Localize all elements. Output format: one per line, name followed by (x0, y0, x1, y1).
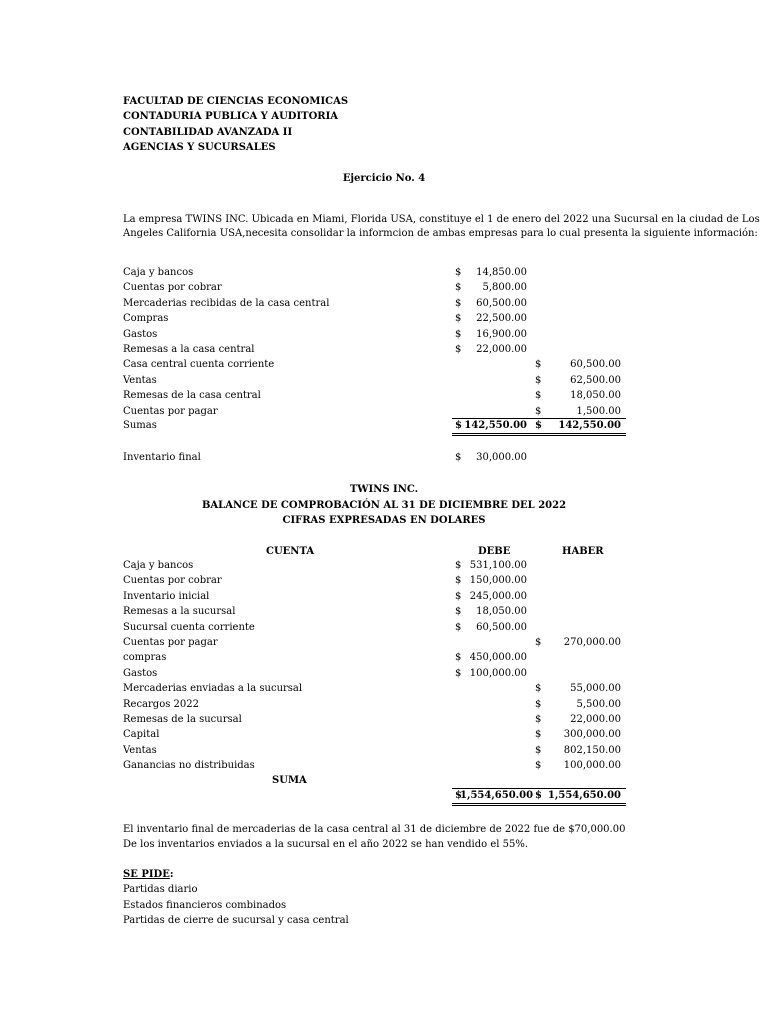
haber-currency-sign: $ (535, 698, 542, 710)
debe-currency-sign: $ (455, 313, 462, 325)
debe-amount: 450,000.00 (469, 652, 527, 664)
haber-total: 142,550.00 (558, 420, 621, 431)
account-label: Cuentas por cobrar (123, 575, 222, 587)
debe-currency-sign: $ (455, 590, 462, 602)
header-line-4: AGENCIAS Y SUCURSALES (123, 142, 276, 153)
header-line-1: FACULTAD DE CIENCIAS ECONOMICAS (123, 96, 349, 107)
request-heading-text: SE PIDE (123, 869, 170, 880)
header-line-2: CONTADURIA PUBLICA Y AUDITORIA (123, 111, 339, 122)
account-label: Remesas de la casa central (123, 390, 261, 402)
debe-currency-sign: $ (455, 667, 462, 679)
haber-amount: 22,000.00 (570, 714, 621, 725)
col-header-cuenta: CUENTA (266, 546, 315, 557)
balance-title-currency: CIFRAS EXPRESADAS EN DOLARES (282, 515, 486, 526)
haber-currency-sign: $ (535, 374, 542, 386)
haber-currency-sign: $ (535, 359, 542, 371)
request-item: Partidas de cierre de sucursal y casa central (123, 915, 349, 926)
account-label: Mercaderias recibidas de la casa central (123, 297, 330, 309)
account-label: Cuentas por cobrar (123, 282, 222, 294)
debe-amount: 531,100.00 (469, 560, 527, 571)
final-inventory-value: 30,000.00 (476, 452, 527, 463)
col-header-debe: DEBE (478, 546, 511, 557)
debe-currency-sign: $ (455, 297, 462, 309)
debe-amount: 22,500.00 (476, 313, 527, 325)
haber-amount: 1,500.00 (576, 405, 621, 417)
haber-currency-sign: $ (535, 714, 542, 725)
total-label: Sumas (123, 420, 157, 431)
account-label: Remesas de la sucursal (123, 714, 242, 725)
request-item: Estados financieros combinados (123, 900, 287, 911)
haber-amount: 100,000.00 (563, 760, 621, 772)
debe-amount: 245,000.00 (469, 590, 527, 602)
note-line-1: El inventario final de mercaderias de la casa central al 31 de diciembre de 2022 fue de $70,000.00 (123, 824, 626, 835)
account-label: compras (123, 652, 167, 664)
suma-label: SUMA (272, 775, 307, 786)
haber-amount: 55,000.00 (570, 683, 621, 695)
debe-currency-sign: $ (455, 621, 462, 633)
haber-amount: 18,050.00 (570, 390, 621, 402)
haber-amount: 62,500.00 (570, 374, 621, 386)
final-inventory-label: Inventario final (123, 452, 201, 463)
col-header-haber: HABER (562, 546, 604, 557)
debe-amount: 22,000.00 (476, 344, 527, 355)
debe-amount: 14,850.00 (476, 267, 527, 278)
account-label: Capital (123, 729, 160, 741)
total-double-rule (452, 803, 626, 806)
account-label: Cuentas por pagar (123, 637, 218, 648)
debe-currency-sign: $ (455, 282, 462, 294)
account-label: Ganancias no distribuidas (123, 760, 255, 772)
debe-currency-sign: $ (455, 575, 462, 587)
debe-amount: 60,500.00 (476, 621, 527, 633)
account-label: Inventario inicial (123, 590, 210, 602)
haber-amount: 270,000.00 (563, 637, 621, 648)
debe-currency-sign: $ (455, 606, 462, 618)
haber-currency-sign: $ (535, 637, 542, 648)
debe-currency-sign: $ (455, 420, 462, 431)
account-label: Recargos 2022 (123, 698, 199, 710)
haber-currency-sign: $ (535, 744, 542, 756)
request-item: Partidas diario (123, 884, 198, 895)
haber-amount: 802,150.00 (563, 744, 621, 756)
debe-amount: 60,500.00 (476, 297, 527, 309)
account-label: Caja y bancos (123, 267, 194, 278)
account-label: Mercaderias enviadas a la sucursal (123, 683, 303, 695)
note-line-2: De los inventarios enviados a la sucursal en el año 2022 se han vendido el 55%. (123, 839, 529, 850)
account-label: Gastos (123, 667, 158, 679)
account-label: Remesas a la casa central (123, 344, 255, 355)
debe-amount: 16,900.00 (476, 328, 527, 340)
account-label: Casa central cuenta corriente (123, 359, 275, 371)
account-label: Compras (123, 313, 169, 325)
debe-total: 1,554,650.00 (460, 790, 534, 801)
balance-title-company: TWINS INC. (349, 484, 419, 495)
haber-currency-sign: $ (535, 683, 542, 695)
request-heading (123, 868, 174, 882)
balance-title-main: BALANCE DE COMPROBACIÓN AL 31 DE DICIEMBRE DEL 2022 (201, 500, 567, 511)
total-double-rule (452, 433, 626, 436)
exercise-title: Ejercicio No. 4 (342, 173, 426, 184)
debe-currency-sign: $ (455, 267, 462, 278)
final-inventory-sign: $ (455, 452, 462, 463)
account-label: Sucursal cuenta corriente (123, 621, 255, 633)
haber-amount: 300,000.00 (563, 729, 621, 741)
header-line-3: CONTABILIDAD AVANZADA II (123, 127, 293, 138)
request-heading-suffix: : (169, 869, 174, 880)
debe-currency-sign: $ (455, 328, 462, 340)
haber-currency-sign: $ (535, 405, 542, 417)
haber-amount: 60,500.00 (570, 359, 621, 371)
account-label: Caja y bancos (123, 560, 194, 571)
debe-amount: 100,000.00 (469, 667, 527, 679)
debe-currency-sign: $ (455, 790, 462, 801)
debe-amount: 5,800.00 (482, 282, 527, 294)
haber-currency-sign: $ (535, 729, 542, 741)
account-label: Cuentas por pagar (123, 405, 218, 417)
debe-currency-sign: $ (455, 344, 462, 355)
debe-currency-sign: $ (455, 652, 462, 664)
haber-currency-sign: $ (535, 420, 542, 431)
haber-currency-sign: $ (535, 790, 542, 801)
intro-line-2: Angeles California USA,necesita consolidar la informcion de ambas empresas para lo cual presenta la siguiente información: (123, 228, 758, 239)
account-label: Remesas a la sucursal (123, 606, 236, 618)
debe-total: 142,550.00 (464, 420, 527, 431)
haber-total: 1,554,650.00 (547, 790, 621, 801)
haber-amount: 5,500.00 (576, 698, 621, 710)
account-label: Ventas (123, 744, 157, 756)
haber-currency-sign: $ (535, 760, 542, 772)
account-label: Gastos (123, 328, 158, 340)
debe-currency-sign: $ (455, 560, 462, 571)
debe-amount: 150,000.00 (469, 575, 527, 587)
haber-currency-sign: $ (535, 390, 542, 402)
intro-line-1: La empresa TWINS INC. Ubicada en Miami, Florida USA, constituye el 1 de enero del 2022 una Sucursal en la ciudad de Los (123, 214, 760, 225)
account-label: Ventas (123, 374, 157, 386)
debe-amount: 18,050.00 (476, 606, 527, 618)
